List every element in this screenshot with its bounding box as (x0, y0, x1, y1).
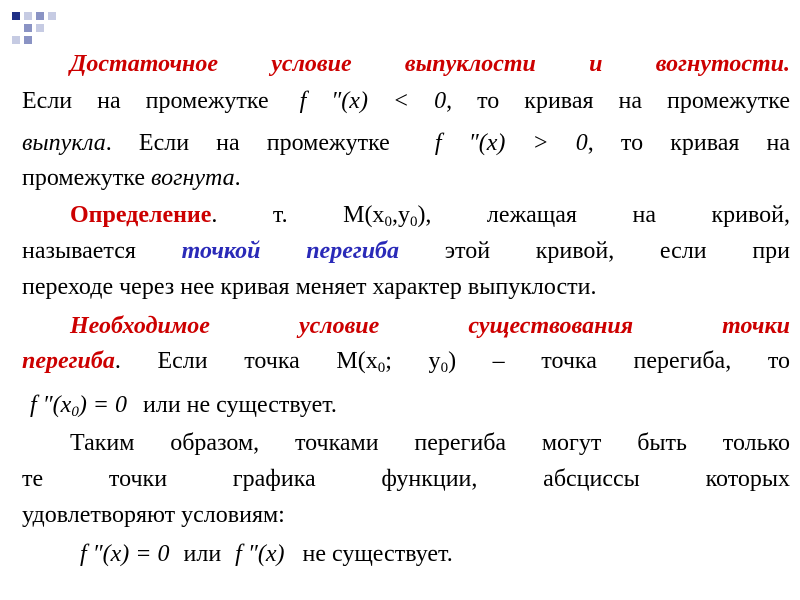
inflection-point-term: точкой перегиба (181, 238, 400, 264)
sufficient-condition-heading: Достаточное условие выпуклости и вогнутости. (70, 51, 790, 77)
decor-square-1 (12, 12, 20, 20)
p3-line3: f $''(x_0) = 0$ или не существует. (30, 392, 337, 420)
formula-f-x0-eq-0: f $''(x_0) = 0$ (30, 392, 127, 420)
p4-line3: удовлетворяют условиям: (22, 502, 285, 528)
p4-line2: те точки графика функции, абсциссы которых (22, 466, 790, 492)
p4-line4: f ″(x) = 0 или f ″(x) не существует. (80, 541, 453, 567)
p1-line3: выпукла. Если на промежутке f ″(x) > 0, то кривая на (22, 130, 791, 156)
word-concave: вогнута (151, 165, 235, 191)
formula-f-x: f ″(x) (235, 541, 285, 567)
decor-square-8 (24, 36, 32, 44)
decor-square-6 (36, 24, 44, 32)
necessary-condition-heading: Необходимое условие существования точки (70, 313, 790, 339)
p1-line2: Если на промежутке f ″(x) < 0, то кривая на промежутке (22, 88, 791, 114)
decor-square-5 (24, 24, 32, 32)
definition-label: Определение (70, 202, 212, 228)
p2-line3: переходе через нее кривая меняет характер выпуклости. (22, 274, 597, 300)
p1-line4: промежутке вогнута. (22, 165, 241, 191)
decor-square-7 (12, 36, 20, 44)
formula-f-lt-0: f ″(x) < 0 (299, 88, 447, 114)
formula-f-eq-0: f ″(x) = 0 (80, 541, 170, 567)
p2-line1: Определение. т. $M(x_0,y_0)$, лежащая на кривой, (70, 202, 790, 230)
decor-square-4 (48, 12, 56, 20)
decor-square-3 (36, 12, 44, 20)
decor-square-2 (24, 12, 32, 20)
p2-line2: называется точкой перегиба этой кривой, если при (22, 238, 791, 264)
formula-f-gt-0: f ″(x) > 0 (434, 130, 588, 156)
p1-line1 (70, 49, 790, 79)
word-convex: выпукла (22, 130, 106, 156)
p4-line1: Таким образом, точками перегиба могут быть только (70, 430, 790, 456)
p3-line2: перегиба. Если точка $M(x_0$; $y_0$) – точка перегиба, то (22, 348, 790, 376)
p3-line1 (70, 311, 790, 341)
